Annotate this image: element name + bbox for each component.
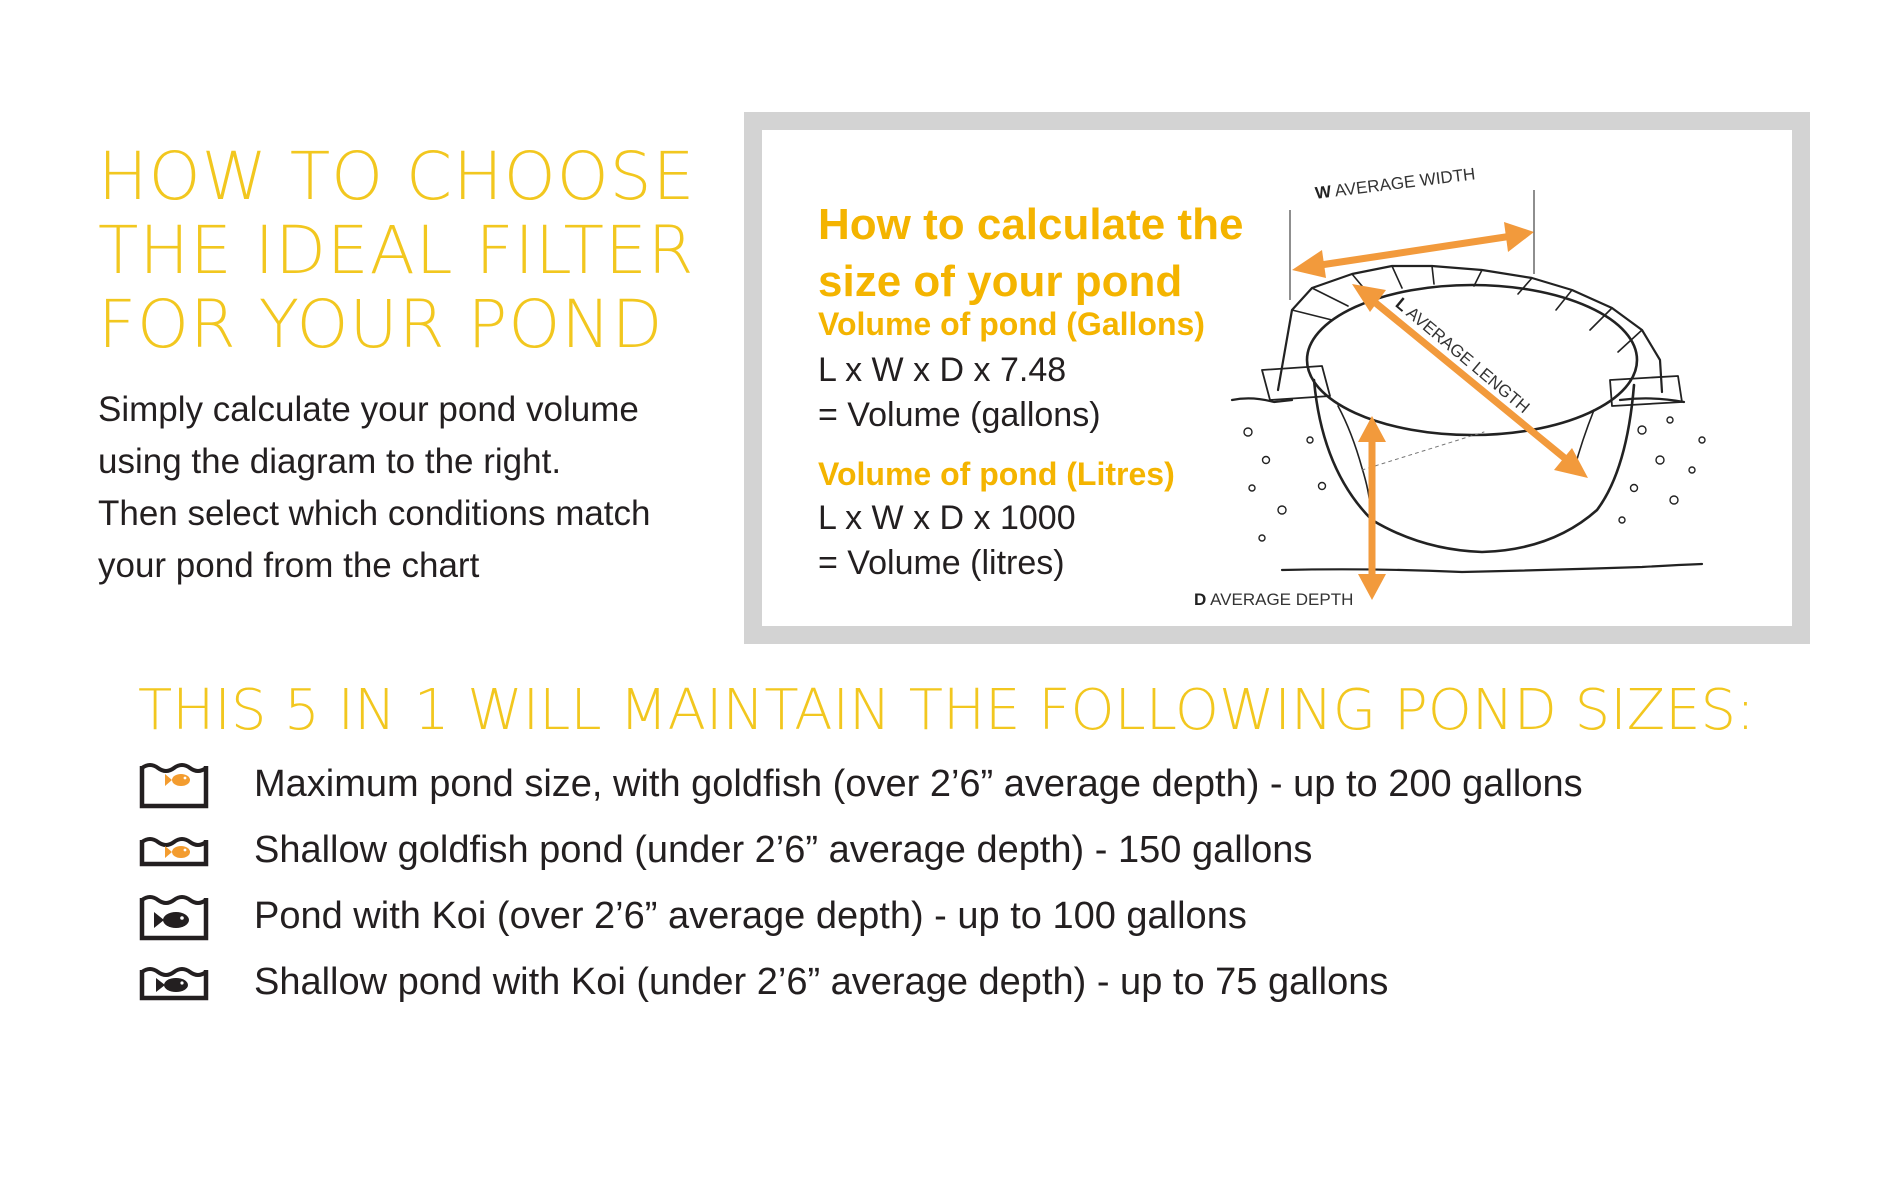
calculation-title-line-2: size of your pond bbox=[818, 257, 1183, 306]
page-title bbox=[98, 140, 718, 362]
width-letter: W bbox=[1314, 182, 1333, 203]
size-row-label: Pond with Koi (over 2’6” average depth) - up to 100 gallons bbox=[254, 895, 1247, 937]
deep-goldfish-icon bbox=[138, 758, 210, 810]
gallons-formula bbox=[818, 348, 1101, 438]
size-row-shallow-koi bbox=[138, 954, 1838, 1010]
size-row-shallow-goldfish bbox=[138, 822, 1838, 878]
title-line-2: THE IDEAL FILTER bbox=[98, 212, 695, 289]
depth-letter: D bbox=[1194, 590, 1207, 609]
length-text: AVERAGE LENGTH bbox=[1402, 303, 1534, 418]
intro-line-1: Simply calculate your pond volume bbox=[98, 390, 639, 429]
litres-formula-line-1: L x W x D x 1000 bbox=[818, 499, 1076, 537]
calculation-panel-frame bbox=[744, 112, 1810, 644]
intro-text bbox=[98, 384, 718, 592]
intro-line-3: Then select which conditions match bbox=[98, 494, 651, 533]
size-row-label: Shallow goldfish pond (under 2’6” average depth) - 150 gallons bbox=[254, 829, 1313, 871]
calculation-title-line-1: How to calculate the bbox=[818, 200, 1244, 249]
length-letter: L bbox=[1391, 294, 1412, 316]
pond-sizes-title: THIS 5 IN 1 WILL MAINTAIN THE FOLLOWING POND SIZES: bbox=[138, 678, 1755, 743]
litres-formula bbox=[818, 496, 1076, 586]
deep-koi-icon bbox=[138, 890, 210, 942]
size-row-deep-koi bbox=[138, 888, 1838, 944]
title-line-1: HOW TO CHOOSE bbox=[98, 138, 696, 215]
title-line-3: FOR YOUR POND bbox=[98, 286, 664, 363]
depth-label bbox=[1194, 590, 1353, 610]
litres-heading: Volume of pond (Litres) bbox=[818, 456, 1175, 492]
calculation-title bbox=[818, 196, 1278, 310]
size-row-label: Shallow pond with Koi (under 2’6” average depth) - up to 75 gallons bbox=[254, 961, 1389, 1003]
shallow-koi-icon bbox=[138, 956, 210, 1008]
width-text: AVERAGE WIDTH bbox=[1333, 164, 1477, 201]
size-row-deep-goldfish bbox=[138, 756, 1838, 812]
shallow-goldfish-icon bbox=[138, 824, 210, 876]
gallons-formula-line-2: = Volume (gallons) bbox=[818, 396, 1101, 434]
pond-diagram bbox=[1194, 164, 1782, 610]
intro-line-2: using the diagram to the right. bbox=[98, 442, 562, 481]
intro-line-4: your pond from the chart bbox=[98, 546, 480, 585]
gallons-heading: Volume of pond (Gallons) bbox=[818, 306, 1205, 342]
depth-text: AVERAGE DEPTH bbox=[1210, 590, 1354, 609]
litres-formula-line-2: = Volume (litres) bbox=[818, 544, 1065, 582]
size-row-label: Maximum pond size, with goldfish (over 2’6” average depth) - up to 200 gallons bbox=[254, 763, 1583, 805]
calculation-panel bbox=[762, 130, 1792, 626]
gallons-formula-line-1: L x W x D x 7.48 bbox=[818, 351, 1067, 389]
